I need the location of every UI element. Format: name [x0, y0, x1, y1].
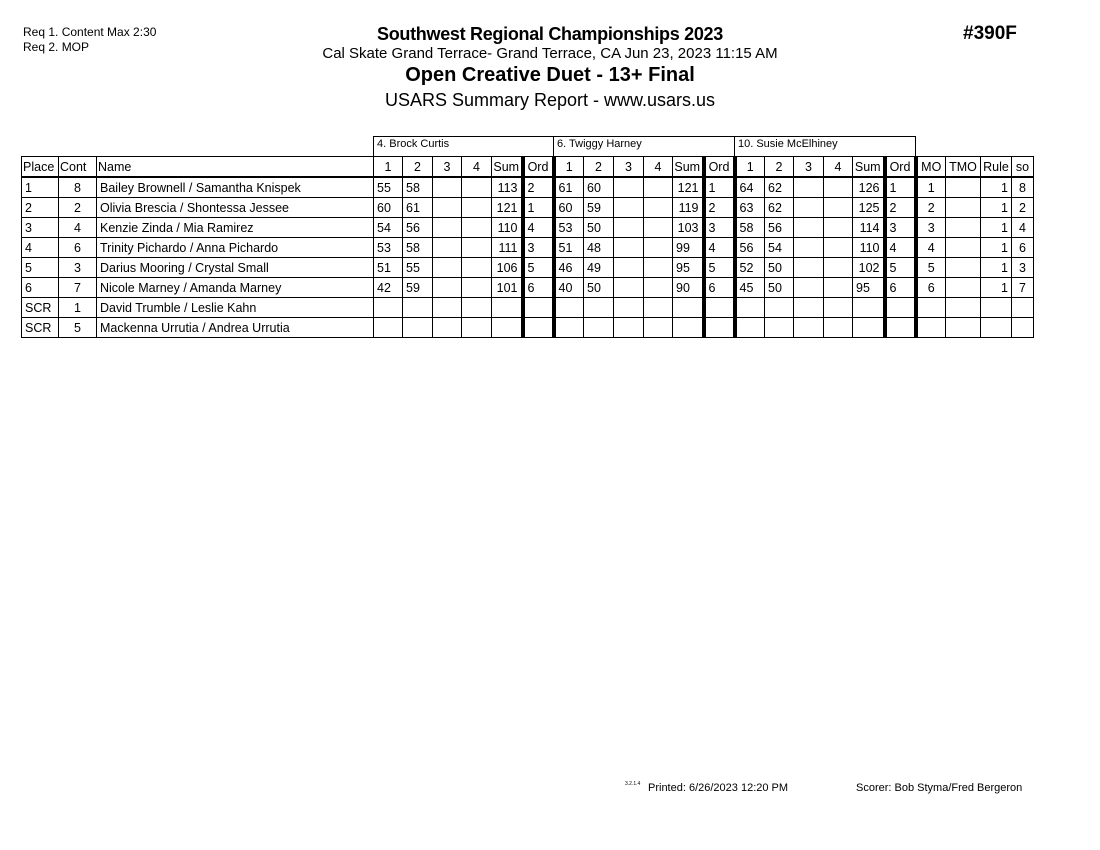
mo-cell: 2: [916, 198, 946, 218]
j3-sum-cell: 114: [853, 218, 885, 238]
j3-score-3-cell: [794, 177, 824, 198]
j3-sum-cell: 110: [853, 238, 885, 258]
j3-score-2-cell: [765, 298, 794, 318]
place-cell: SCR: [22, 318, 59, 338]
so-cell: [1012, 318, 1034, 338]
j3-score-4-cell: [824, 238, 853, 258]
name-cell: Trinity Pichardo / Anna Pichardo: [97, 238, 374, 258]
j1-score-3-cell: [433, 298, 462, 318]
j3-sum-cell: 125: [853, 198, 885, 218]
j1-score-2-cell: 59: [403, 278, 433, 298]
j2-sum-cell: 103: [673, 218, 704, 238]
j1-ordinal-cell: 4: [523, 218, 554, 238]
j3-score-3-cell: [794, 318, 824, 338]
table-row: [22, 318, 1034, 338]
j2-score-2-cell: 59: [584, 198, 614, 218]
j3-score-2-cell: 50: [765, 258, 794, 278]
j1-ordinal-cell: 2: [523, 177, 554, 198]
rule-cell: 1: [981, 278, 1012, 298]
j1-score-4-cell: [462, 238, 492, 258]
col-j2-4: 4: [644, 157, 673, 178]
contestant-number-cell: 8: [59, 177, 97, 198]
j2-sum-cell: [673, 318, 704, 338]
j1-sum-cell: 111: [492, 238, 523, 258]
col-j1-sum: Sum: [492, 157, 523, 178]
j1-score-2-cell: 55: [403, 258, 433, 278]
scorer-names: Scorer: Bob Styma/Fred Bergeron: [856, 782, 1023, 794]
j2-sum-cell: 119: [673, 198, 704, 218]
j2-score-2-cell: 60: [584, 177, 614, 198]
page-title: Open Creative Duet - 13+ Final: [405, 64, 695, 86]
j1-score-2-cell: [403, 298, 433, 318]
tmo-cell: [946, 258, 981, 278]
name-cell: Bailey Brownell / Samantha Knispek: [97, 177, 374, 198]
place-cell: 3: [22, 218, 59, 238]
tmo-cell: [946, 177, 981, 198]
judge-3-name: 10. Susie McElhiney: [735, 137, 916, 157]
printed-timestamp: Printed: 6/26/2023 12:20 PM: [648, 782, 789, 794]
j2-score-1-cell: [554, 298, 584, 318]
col-name: Name: [97, 157, 374, 178]
j2-score-3-cell: [614, 238, 644, 258]
j2-sum-cell: 121: [673, 177, 704, 198]
j2-score-3-cell: [614, 198, 644, 218]
table-row: [22, 177, 1034, 198]
requirements: [23, 25, 156, 55]
so-cell: 2: [1012, 198, 1034, 218]
table-row: [22, 198, 1034, 218]
j2-sum-cell: [673, 298, 704, 318]
j1-score-1-cell: [374, 298, 403, 318]
results-table: [21, 136, 1034, 338]
judge-2-name: 6. Twiggy Harney: [554, 137, 735, 157]
col-j3-1: 1: [735, 157, 765, 178]
j2-score-3-cell: [614, 298, 644, 318]
col-j1-3: 3: [433, 157, 462, 178]
j2-ordinal-cell: 5: [704, 258, 735, 278]
contestant-number-cell: 5: [59, 318, 97, 338]
j2-sum-cell: 95: [673, 258, 704, 278]
j3-score-3-cell: [794, 298, 824, 318]
so-cell: 3: [1012, 258, 1034, 278]
rule-cell: 1: [981, 177, 1012, 198]
version-number: 3.2.1.4: [625, 781, 641, 787]
place-cell: SCR: [22, 298, 59, 318]
j1-ordinal-cell: 3: [523, 238, 554, 258]
j2-score-3-cell: [614, 177, 644, 198]
j2-score-3-cell: [614, 318, 644, 338]
rule-cell: 1: [981, 218, 1012, 238]
name-cell: Mackenna Urrutia / Andrea Urrutia: [97, 318, 374, 338]
j1-score-1-cell: 42: [374, 278, 403, 298]
j1-score-3-cell: [433, 278, 462, 298]
j1-sum-cell: 113: [492, 177, 523, 198]
name-cell: David Trumble / Leslie Kahn: [97, 298, 374, 318]
j3-ordinal-cell: 5: [885, 258, 916, 278]
j3-score-3-cell: [794, 238, 824, 258]
requirement-2: Req 2. MOP: [23, 40, 90, 54]
requirement-1: Req 1. Content Max 2:30: [23, 25, 157, 39]
so-cell: 6: [1012, 238, 1034, 258]
col-tmo: TMO: [946, 157, 981, 178]
j3-ordinal-cell: [885, 318, 916, 338]
j2-score-1-cell: 51: [554, 238, 584, 258]
j3-score-1-cell: 63: [735, 198, 765, 218]
j2-score-4-cell: [644, 318, 673, 338]
rule-cell: [981, 298, 1012, 318]
col-mo: MO: [916, 157, 946, 178]
j2-score-3-cell: [614, 258, 644, 278]
rule-cell: 1: [981, 198, 1012, 218]
j2-ordinal-cell: [704, 318, 735, 338]
contestant-number-cell: 3: [59, 258, 97, 278]
tmo-cell: [946, 298, 981, 318]
j2-score-2-cell: [584, 298, 614, 318]
j1-score-3-cell: [433, 238, 462, 258]
j1-sum-cell: 101: [492, 278, 523, 298]
j3-score-4-cell: [824, 278, 853, 298]
results-body: [22, 177, 1034, 338]
j3-score-1-cell: [735, 318, 765, 338]
mo-cell: [916, 298, 946, 318]
col-j2-2: 2: [584, 157, 614, 178]
venue-date: Cal Skate Grand Terrace- Grand Terrace, CA Jun 23, 2023 11:15 AM: [322, 45, 778, 62]
name-cell: Darius Mooring / Crystal Small: [97, 258, 374, 278]
j3-sum-cell: 95: [853, 278, 885, 298]
j2-score-2-cell: [584, 318, 614, 338]
name-cell: Nicole Marney / Amanda Marney: [97, 278, 374, 298]
j1-score-4-cell: [462, 177, 492, 198]
j3-score-4-cell: [824, 218, 853, 238]
col-cont: Cont: [59, 157, 97, 178]
contestant-number-cell: 1: [59, 298, 97, 318]
j1-score-4-cell: [462, 258, 492, 278]
rule-cell: [981, 318, 1012, 338]
col-j2-3: 3: [614, 157, 644, 178]
name-cell: Kenzie Zinda / Mia Ramirez: [97, 218, 374, 238]
table-row: [22, 278, 1034, 298]
j1-ordinal-cell: 1: [523, 198, 554, 218]
place-cell: 6: [22, 278, 59, 298]
j2-score-1-cell: 46: [554, 258, 584, 278]
contestant-number-cell: 7: [59, 278, 97, 298]
j3-score-2-cell: [765, 318, 794, 338]
rule-cell: 1: [981, 238, 1012, 258]
tmo-cell: [946, 278, 981, 298]
table-row: [22, 298, 1034, 318]
j1-ordinal-cell: 6: [523, 278, 554, 298]
j3-score-1-cell: 45: [735, 278, 765, 298]
col-j1-2: 2: [403, 157, 433, 178]
j2-score-4-cell: [644, 298, 673, 318]
j1-score-2-cell: 56: [403, 218, 433, 238]
j3-sum-cell: [853, 298, 885, 318]
j2-ordinal-cell: [704, 298, 735, 318]
col-rule: Rule: [981, 157, 1012, 178]
j1-score-1-cell: 53: [374, 238, 403, 258]
table-row: [22, 258, 1034, 278]
col-j3-2: 2: [765, 157, 794, 178]
col-j2-sum: Sum: [673, 157, 704, 178]
j2-score-4-cell: [644, 218, 673, 238]
judge-header-row: [22, 137, 1034, 157]
j3-sum-cell: 102: [853, 258, 885, 278]
table-row: [22, 238, 1034, 258]
rule-cell: 1: [981, 258, 1012, 278]
j2-score-3-cell: [614, 278, 644, 298]
j1-ordinal-cell: [523, 318, 554, 338]
j3-ordinal-cell: 3: [885, 218, 916, 238]
j3-score-2-cell: 50: [765, 278, 794, 298]
j3-score-2-cell: 62: [765, 198, 794, 218]
j3-score-3-cell: [794, 198, 824, 218]
tmo-cell: [946, 238, 981, 258]
contestant-number-cell: 2: [59, 198, 97, 218]
j1-ordinal-cell: [523, 298, 554, 318]
j1-score-4-cell: [462, 318, 492, 338]
j2-sum-cell: 90: [673, 278, 704, 298]
j1-score-2-cell: 58: [403, 238, 433, 258]
j3-score-1-cell: 52: [735, 258, 765, 278]
j2-score-3-cell: [614, 218, 644, 238]
j2-score-1-cell: 40: [554, 278, 584, 298]
j1-score-4-cell: [462, 278, 492, 298]
col-j1-1: 1: [374, 157, 403, 178]
j1-sum-cell: 121: [492, 198, 523, 218]
j1-score-2-cell: [403, 318, 433, 338]
col-place: Place: [22, 157, 59, 178]
mo-cell: 1: [916, 177, 946, 198]
j1-score-3-cell: [433, 218, 462, 238]
j2-ordinal-cell: 1: [704, 177, 735, 198]
j2-sum-cell: 99: [673, 238, 704, 258]
j2-score-1-cell: [554, 318, 584, 338]
col-so: so: [1012, 157, 1034, 178]
j1-score-3-cell: [433, 177, 462, 198]
j3-sum-cell: [853, 318, 885, 338]
col-j2-1: 1: [554, 157, 584, 178]
j1-score-1-cell: 60: [374, 198, 403, 218]
j2-score-4-cell: [644, 278, 673, 298]
j2-score-4-cell: [644, 198, 673, 218]
j3-ordinal-cell: 6: [885, 278, 916, 298]
j3-score-1-cell: [735, 298, 765, 318]
j3-ordinal-cell: 4: [885, 238, 916, 258]
j2-score-2-cell: 49: [584, 258, 614, 278]
judge-1-name: 4. Brock Curtis: [374, 137, 554, 157]
j3-score-4-cell: [824, 318, 853, 338]
mo-cell: 3: [916, 218, 946, 238]
j3-score-2-cell: 56: [765, 218, 794, 238]
j2-ordinal-cell: 2: [704, 198, 735, 218]
j1-sum-cell: [492, 318, 523, 338]
j1-score-1-cell: 51: [374, 258, 403, 278]
so-cell: 8: [1012, 177, 1034, 198]
col-j3-3: 3: [794, 157, 824, 178]
j1-sum-cell: [492, 298, 523, 318]
j1-score-2-cell: 58: [403, 177, 433, 198]
mo-cell: 4: [916, 238, 946, 258]
j3-score-3-cell: [794, 258, 824, 278]
j2-score-2-cell: 50: [584, 278, 614, 298]
j3-score-1-cell: 56: [735, 238, 765, 258]
j2-ordinal-cell: 6: [704, 278, 735, 298]
place-cell: 2: [22, 198, 59, 218]
report-subtitle: USARS Summary Report - www.usars.us: [384, 90, 716, 110]
place-cell: 4: [22, 238, 59, 258]
j2-score-4-cell: [644, 177, 673, 198]
j1-ordinal-cell: 5: [523, 258, 554, 278]
j3-score-3-cell: [794, 218, 824, 238]
j1-score-2-cell: 61: [403, 198, 433, 218]
place-cell: 1: [22, 177, 59, 198]
col-j3-sum: Sum: [853, 157, 885, 178]
j2-score-4-cell: [644, 258, 673, 278]
col-j3-ord: Ord: [885, 157, 916, 178]
j3-score-2-cell: 62: [765, 177, 794, 198]
j3-score-4-cell: [824, 198, 853, 218]
column-header-row: [22, 157, 1034, 178]
j2-ordinal-cell: 3: [704, 218, 735, 238]
j1-score-4-cell: [462, 218, 492, 238]
place-cell: 5: [22, 258, 59, 278]
j3-score-1-cell: 58: [735, 218, 765, 238]
j3-sum-cell: 126: [853, 177, 885, 198]
tmo-cell: [946, 318, 981, 338]
j2-score-1-cell: 53: [554, 218, 584, 238]
j1-score-4-cell: [462, 298, 492, 318]
col-j3-4: 4: [824, 157, 853, 178]
mo-cell: 6: [916, 278, 946, 298]
j3-score-2-cell: 54: [765, 238, 794, 258]
j3-ordinal-cell: 2: [885, 198, 916, 218]
j1-score-1-cell: 54: [374, 218, 403, 238]
j3-ordinal-cell: [885, 298, 916, 318]
name-cell: Olivia Brescia / Shontessa Jessee: [97, 198, 374, 218]
tmo-cell: [946, 198, 981, 218]
col-j1-ord: Ord: [523, 157, 554, 178]
j2-score-4-cell: [644, 238, 673, 258]
j1-sum-cell: 106: [492, 258, 523, 278]
j3-score-1-cell: 64: [735, 177, 765, 198]
so-cell: 4: [1012, 218, 1034, 238]
j1-score-3-cell: [433, 258, 462, 278]
col-j2-ord: Ord: [704, 157, 735, 178]
j2-score-2-cell: 50: [584, 218, 614, 238]
j2-ordinal-cell: 4: [704, 238, 735, 258]
mo-cell: 5: [916, 258, 946, 278]
event-name: Southwest Regional Championships 2023: [377, 24, 723, 44]
j1-sum-cell: 110: [492, 218, 523, 238]
table-row: [22, 218, 1034, 238]
j1-score-1-cell: [374, 318, 403, 338]
j2-score-2-cell: 48: [584, 238, 614, 258]
contestant-number-cell: 6: [59, 238, 97, 258]
j1-score-3-cell: [433, 318, 462, 338]
j3-score-4-cell: [824, 298, 853, 318]
j3-score-3-cell: [794, 278, 824, 298]
col-j1-4: 4: [462, 157, 492, 178]
j1-score-1-cell: 55: [374, 177, 403, 198]
contestant-number-cell: 4: [59, 218, 97, 238]
so-cell: [1012, 298, 1034, 318]
j3-score-4-cell: [824, 177, 853, 198]
event-number: #390F: [963, 23, 1017, 44]
so-cell: 7: [1012, 278, 1034, 298]
j1-score-4-cell: [462, 198, 492, 218]
j3-ordinal-cell: 1: [885, 177, 916, 198]
j2-score-1-cell: 60: [554, 198, 584, 218]
j2-score-1-cell: 61: [554, 177, 584, 198]
mo-cell: [916, 318, 946, 338]
j1-score-3-cell: [433, 198, 462, 218]
j3-score-4-cell: [824, 258, 853, 278]
tmo-cell: [946, 218, 981, 238]
